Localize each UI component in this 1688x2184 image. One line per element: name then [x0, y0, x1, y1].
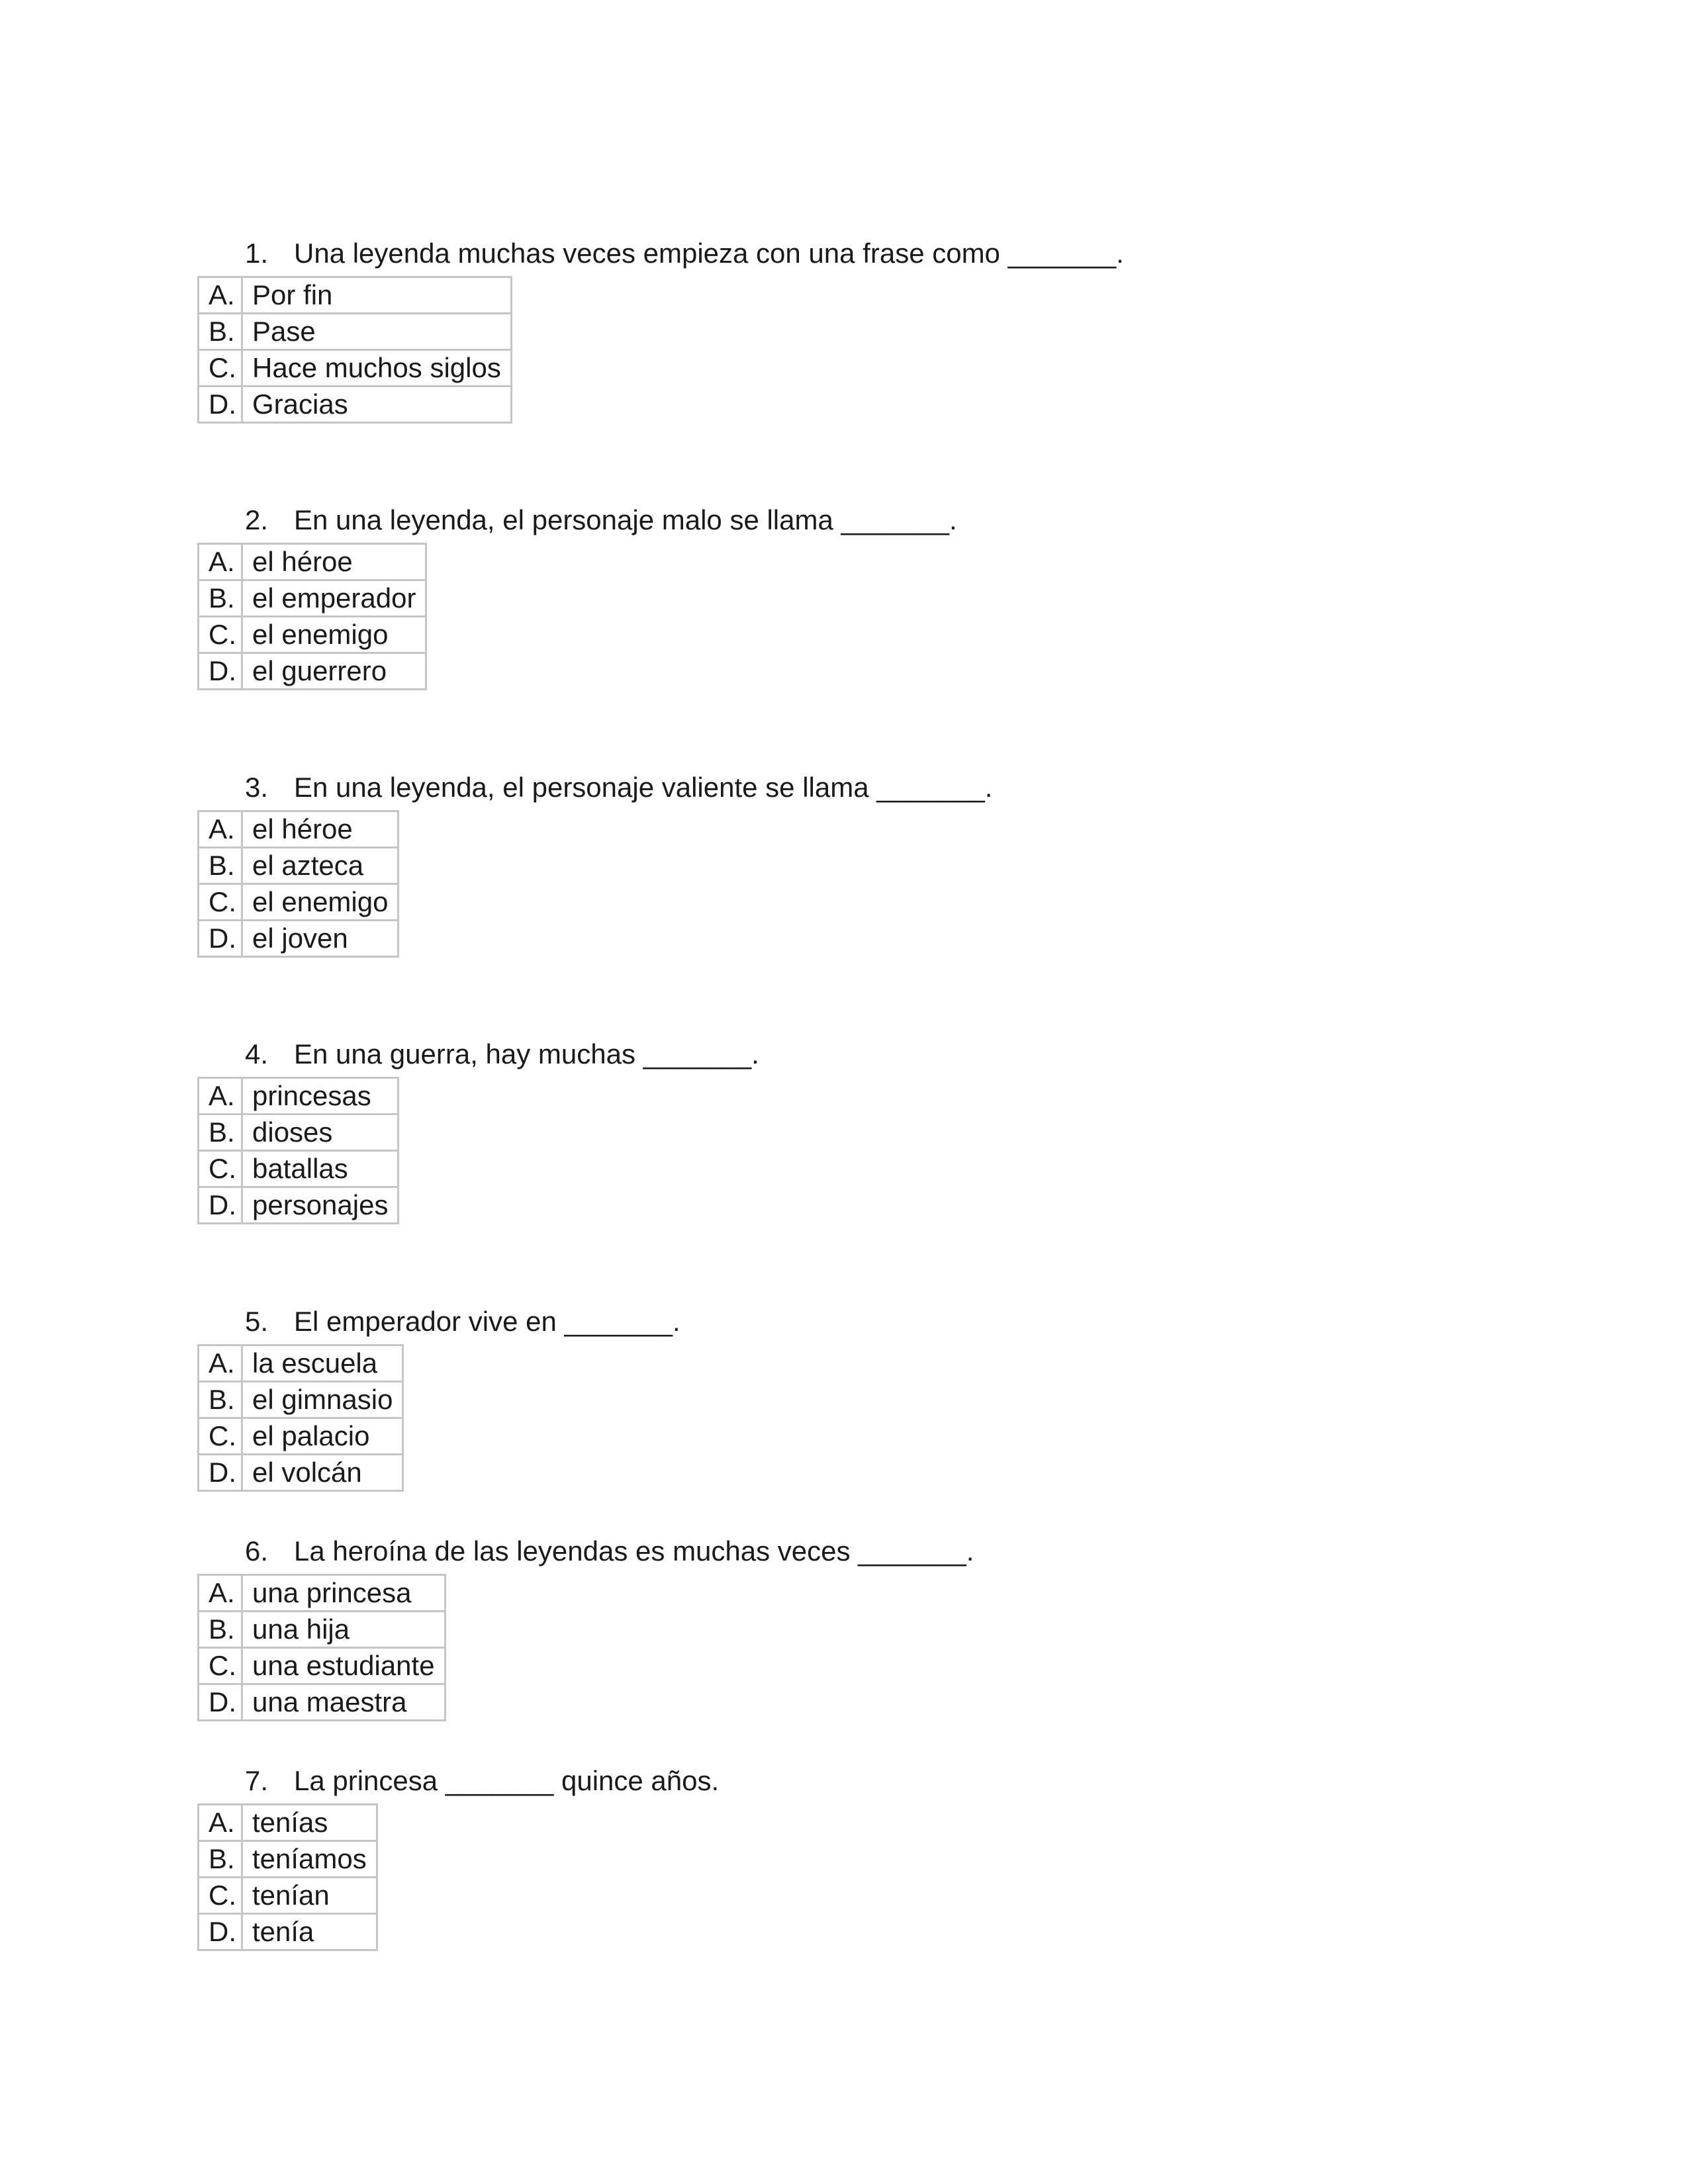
- option-letter: B.: [199, 1841, 242, 1878]
- option-letter: B.: [199, 1612, 242, 1648]
- option-text: la escuela: [242, 1345, 403, 1382]
- options-table: [197, 276, 512, 424]
- option-letter: C.: [199, 617, 242, 653]
- option-letter: C.: [199, 1878, 242, 1914]
- option-text: Pase: [242, 314, 512, 350]
- option-row[interactable]: [199, 1078, 399, 1115]
- options-table: [197, 543, 427, 690]
- option-row[interactable]: [199, 277, 512, 314]
- option-row[interactable]: [199, 1612, 445, 1648]
- option-letter: B.: [199, 314, 242, 350]
- option-letter: C.: [199, 1648, 242, 1684]
- option-row[interactable]: [199, 1878, 377, 1914]
- option-text: el volcán: [242, 1455, 403, 1491]
- question-line: [197, 1762, 720, 1799]
- option-letter: C.: [199, 350, 242, 387]
- option-text: tenían: [242, 1878, 377, 1914]
- option-letter: B.: [199, 1115, 242, 1151]
- question-number: 3.: [245, 772, 269, 803]
- option-letter: D.: [199, 1914, 242, 1950]
- option-text: el azteca: [242, 848, 399, 884]
- question-6: [197, 1533, 974, 1721]
- question-5: [197, 1303, 680, 1492]
- option-text: el joven: [242, 921, 399, 957]
- option-text: el palacio: [242, 1418, 403, 1455]
- question-text: El emperador vive en _______.: [294, 1306, 680, 1337]
- option-row[interactable]: [199, 1575, 445, 1612]
- option-text: tenías: [242, 1805, 377, 1841]
- option-row[interactable]: [199, 884, 399, 921]
- option-letter: D.: [199, 387, 242, 423]
- option-row[interactable]: [199, 387, 512, 423]
- question-number: 2.: [245, 504, 269, 535]
- option-text: Por fin: [242, 277, 512, 314]
- option-row[interactable]: [199, 1115, 399, 1151]
- option-text: Hace muchos siglos: [242, 350, 512, 387]
- option-letter: A.: [199, 811, 242, 848]
- question-line: [197, 235, 1124, 272]
- option-row[interactable]: [199, 617, 426, 653]
- option-row[interactable]: [199, 1648, 445, 1684]
- options-table: [197, 1574, 446, 1721]
- question-2: [197, 502, 957, 690]
- options-table: [197, 1077, 399, 1224]
- question-line: [197, 1533, 974, 1570]
- option-text: el gimnasio: [242, 1382, 403, 1418]
- option-text: una estudiante: [242, 1648, 445, 1684]
- option-letter: A.: [199, 544, 242, 580]
- option-row[interactable]: [199, 1187, 399, 1224]
- question-line: [197, 1303, 680, 1340]
- option-letter: D.: [199, 921, 242, 957]
- question-line: [197, 502, 957, 539]
- option-text: princesas: [242, 1078, 399, 1115]
- question-number: 7.: [245, 1765, 269, 1796]
- question-text: La princesa _______ quince años.: [294, 1765, 720, 1796]
- option-row[interactable]: [199, 1914, 377, 1950]
- question-line: [197, 769, 993, 806]
- options-table: [197, 1344, 404, 1492]
- option-text: personajes: [242, 1187, 399, 1224]
- option-row[interactable]: [199, 314, 512, 350]
- option-row[interactable]: [199, 653, 426, 690]
- option-letter: B.: [199, 580, 242, 617]
- option-row[interactable]: [199, 1841, 377, 1878]
- option-row[interactable]: [199, 811, 399, 848]
- question-4: [197, 1036, 759, 1224]
- option-letter: C.: [199, 1418, 242, 1455]
- option-letter: A.: [199, 1575, 242, 1612]
- option-text: tenía: [242, 1914, 377, 1950]
- question-text: En una leyenda, el personaje valiente se llama _______.: [294, 772, 993, 803]
- option-letter: A.: [199, 277, 242, 314]
- option-letter: A.: [199, 1078, 242, 1115]
- option-letter: B.: [199, 848, 242, 884]
- question-number: 1.: [245, 238, 269, 269]
- option-row[interactable]: [199, 1382, 403, 1418]
- question-line: [197, 1036, 759, 1073]
- option-letter: D.: [199, 1684, 242, 1721]
- option-letter: B.: [199, 1382, 242, 1418]
- options-table: [197, 1803, 378, 1951]
- option-text: el héroe: [242, 544, 426, 580]
- option-text: batallas: [242, 1151, 399, 1187]
- option-text: el enemigo: [242, 617, 426, 653]
- option-text: teníamos: [242, 1841, 377, 1878]
- question-number: 4.: [245, 1038, 269, 1069]
- option-text: Gracias: [242, 387, 512, 423]
- option-letter: D.: [199, 1455, 242, 1491]
- option-text: una hija: [242, 1612, 445, 1648]
- option-text: una maestra: [242, 1684, 445, 1721]
- question-text: En una guerra, hay muchas _______.: [294, 1038, 759, 1069]
- option-row[interactable]: [199, 544, 426, 580]
- option-letter: A.: [199, 1805, 242, 1841]
- option-row[interactable]: [199, 1805, 377, 1841]
- question-text: La heroína de las leyendas es muchas veces _______.: [294, 1535, 974, 1567]
- question-number: 5.: [245, 1306, 269, 1337]
- option-text: el emperador: [242, 580, 426, 617]
- option-row[interactable]: [199, 350, 512, 387]
- option-letter: D.: [199, 1187, 242, 1224]
- options-table: [197, 810, 399, 958]
- option-letter: C.: [199, 884, 242, 921]
- option-text: dioses: [242, 1115, 399, 1151]
- question-text: En una leyenda, el personaje malo se llama _______.: [294, 504, 957, 535]
- option-letter: A.: [199, 1345, 242, 1382]
- question-3: [197, 769, 993, 958]
- option-text: el héroe: [242, 811, 399, 848]
- option-row[interactable]: [199, 580, 426, 617]
- option-row[interactable]: [199, 848, 399, 884]
- option-row[interactable]: [199, 1684, 445, 1721]
- question-number: 6.: [245, 1535, 269, 1567]
- question-1: [197, 235, 1124, 424]
- option-letter: C.: [199, 1151, 242, 1187]
- option-row[interactable]: [199, 921, 399, 957]
- option-text: una princesa: [242, 1575, 445, 1612]
- question-7: [197, 1762, 720, 1951]
- question-text: Una leyenda muchas veces empieza con una frase como _______.: [294, 238, 1124, 269]
- option-row[interactable]: [199, 1345, 403, 1382]
- option-row[interactable]: [199, 1455, 403, 1491]
- option-row[interactable]: [199, 1151, 399, 1187]
- option-letter: D.: [199, 653, 242, 690]
- option-row[interactable]: [199, 1418, 403, 1455]
- option-text: el guerrero: [242, 653, 426, 690]
- option-text: el enemigo: [242, 884, 399, 921]
